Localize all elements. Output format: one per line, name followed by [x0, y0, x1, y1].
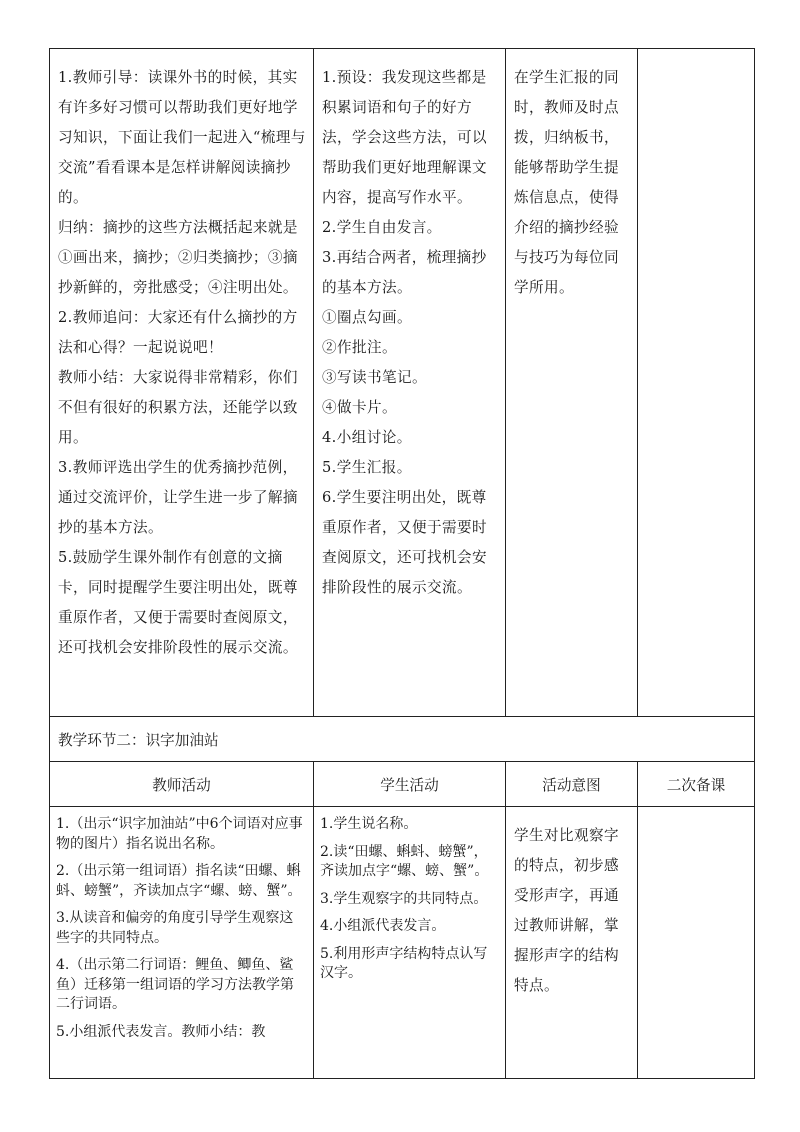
header-student: 学生活动 [314, 762, 506, 807]
header-notes: 二次备课 [638, 762, 755, 807]
notes-text [638, 49, 754, 69]
teacher-activity-paragraph: 归纳：摘抄的这些方法概括起来就是①画出来，摘抄；②归类摘抄；③摘抄新鲜的，旁批感受；④注明出处。 [58, 219, 298, 296]
student-activity-paragraph: 2.读“田螺、蝌蚪、螃蟹”，齐读加点字“螺、螃、蟹”。 [320, 843, 489, 879]
student-activity-paragraph: 4.小组派代表发言。 [320, 918, 446, 934]
student-activity-paragraph: 3.再结合两者，梳理摘抄的基本方法。 [322, 249, 487, 296]
teacher-activity-paragraph: 3.教师评选出学生的优秀摘抄范例，通过交流评价，让学生进一步了解摘抄的基本方法。 [58, 459, 298, 536]
student-activity-cell-1 [314, 49, 506, 717]
teacher-activity-paragraph: 1.教师引导：读课外书的时候，其实有许多好习惯可以帮助我们更好地学习知识，下面让我们一起进入“梳理与交流”看看课本是怎样讲解阅读摘抄的。 [58, 69, 306, 206]
teacher-activity-text-2 [50, 807, 313, 1054]
teacher-activity-paragraph: 教师小结：大家说得非常精彩，你们不但有很好的积累方法，还能学以致用。 [58, 369, 298, 446]
intent-cell-1 [506, 49, 638, 717]
student-activity-paragraph: 5.利用形声字结构特点认写汉字。 [320, 945, 488, 981]
student-activity-text [314, 49, 505, 609]
header-row [50, 762, 755, 807]
notes-cell-1 [638, 49, 755, 717]
intent-text: 在学生汇报的同时，教师及时点拨，归纳板书，能够帮助学生提炼信息点，使得介绍的摘抄经验与技巧为每位同学所用。 [514, 69, 619, 296]
student-activity-paragraph: ③写读书笔记。 [322, 369, 427, 386]
teacher-activity-cell-1 [50, 49, 314, 717]
student-activity-paragraph: 4.小组讨论。 [322, 429, 412, 446]
student-activity-paragraph: 1.预设：我发现这些都是积累词语和句子的好方法，学会这些方法，可以帮助我们更好地理解课文内容，提高写作水平。 [322, 69, 487, 206]
teacher-activity-paragraph: 1.（出示“识字加油站”中6个词语对应事物的图片）指名说出名称。 [56, 816, 303, 852]
student-activity-text-2 [314, 807, 505, 996]
student-activity-cell-2 [314, 807, 506, 1079]
lesson-plan-table [49, 48, 755, 1079]
teacher-activity-paragraph: 5.小组派代表发言。教师小结：教 [56, 1023, 266, 1040]
header-teacher: 教师活动 [50, 762, 314, 807]
activity-row-2 [50, 807, 755, 1079]
lesson-plan-page [49, 48, 754, 1079]
section-title: 教学环节二：识字加油站 [58, 731, 219, 749]
teacher-activity-cell-2 [50, 807, 314, 1079]
student-activity-paragraph: 1.学生说名称。 [320, 816, 418, 832]
teacher-activity-paragraph: 3.从读音和偏旁的角度引导学生观察这些字的共同特点。 [56, 910, 294, 946]
student-activity-paragraph: 2.学生自由发言。 [322, 219, 442, 236]
teacher-activity-paragraph: 4.（出示第二行词语：鲤鱼、鲫鱼、鲨鱼）迁移第一组词语的学习方法教学第二行词语。 [56, 957, 294, 1012]
student-activity-paragraph: 3.学生观察字的共同特点。 [320, 890, 488, 907]
intent-cell-2 [506, 807, 638, 1079]
teacher-activity-paragraph: 2.（出示第一组词语）指名读“田螺、蝌蚪、螃蟹”，齐读加点字“螺、螃、蟹”。 [56, 863, 302, 899]
intent-text-2: 学生对比观察字的特点，初步感受形声字，再通过教师讲解，掌握形声字的结构特点。 [514, 827, 619, 994]
notes-cell-2 [638, 807, 755, 1079]
header-intent: 活动意图 [506, 762, 638, 807]
student-activity-paragraph: ②作批注。 [322, 339, 397, 356]
notes-text-2 [638, 807, 754, 825]
student-activity-paragraph: 5.学生汇报。 [322, 459, 412, 476]
teacher-activity-text [50, 49, 313, 669]
student-activity-paragraph: ④做卡片。 [322, 399, 397, 416]
student-activity-paragraph: 6.学生要注明出处，既尊重原作者，又便于需要时查阅原文，还可找机会安排阶段性的展示交流。 [322, 489, 487, 596]
teacher-activity-paragraph: 5.鼓励学生课外制作有创意的文摘卡，同时提醒学生要注明出处，既尊重原作者，又便于需要时查阅原文，还可找机会安排阶段性的展示交流。 [58, 549, 298, 656]
teacher-activity-paragraph: 2.教师追问：大家还有什么摘抄的方法和心得？一起说说吧！ [58, 309, 298, 356]
student-activity-paragraph: ①圈点勾画。 [322, 309, 412, 326]
section-title-cell [50, 717, 755, 762]
activity-row-1 [50, 49, 755, 717]
section-row [50, 717, 755, 762]
